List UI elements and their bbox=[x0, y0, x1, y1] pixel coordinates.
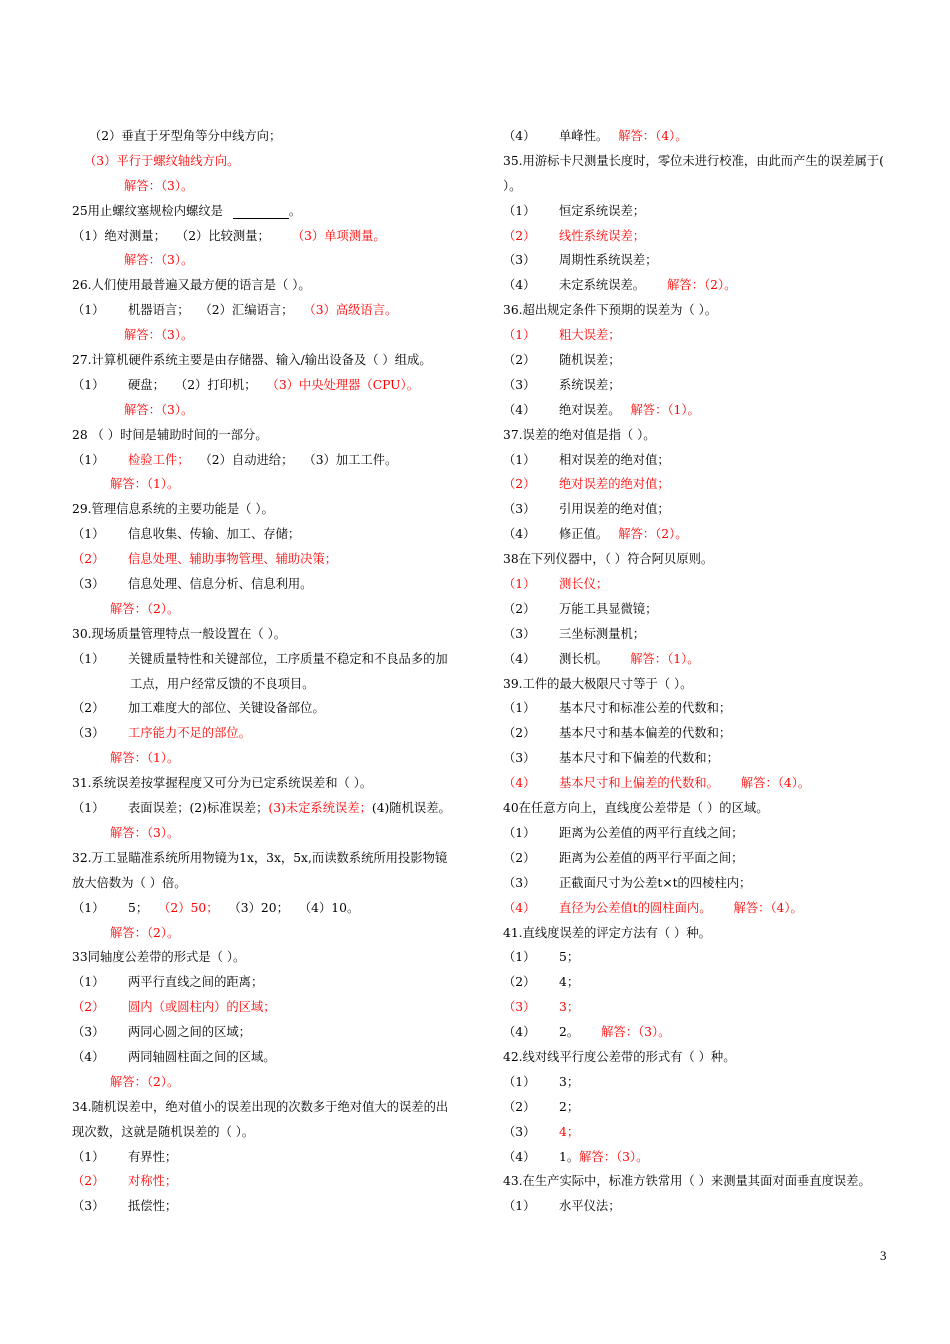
option-row: （1） 恒定系统误差； bbox=[503, 203, 646, 218]
answer-option: （1） 粗大误差； bbox=[503, 328, 621, 343]
option-row: （1） 有界性； bbox=[72, 1149, 178, 1164]
option-row: （3） 基本尺寸和下偏差的代数和； bbox=[503, 751, 719, 766]
options-row: （1） 检验工件； （2）自动进给； （3）加工工件。 bbox=[72, 452, 398, 467]
option-row: （1） 相对误差的绝对值； bbox=[503, 452, 670, 467]
question-28: 28 （ ）时间是辅助时间的一部分。 bbox=[72, 427, 268, 442]
answer-text: 解答：（3）。 bbox=[124, 178, 194, 193]
answer-text: 解答：（3）。 bbox=[110, 825, 180, 840]
option-row: （2） 万能工具显微镜； bbox=[503, 601, 658, 616]
option-row: （2） 随机误差； bbox=[503, 353, 621, 368]
answer-option: （2） 圆内（或圆柱内）的区域； bbox=[72, 1000, 276, 1015]
option-row: （4） 1。 解答：（3）。 bbox=[503, 1149, 649, 1164]
option-row: （3） 两同心圆之间的区域； bbox=[72, 1025, 251, 1040]
option-row: （4） 绝对误差。 解答：（1）。 bbox=[503, 402, 700, 417]
option-row: （2） 加工难度大的部位、关键设备部位。 bbox=[72, 701, 325, 716]
question-31: 31.系统误差按掌握程度又可分为已定系统误差和（ ）。 bbox=[72, 776, 373, 791]
option-row: （1） 5； bbox=[503, 950, 580, 965]
question-32: 32.万工显瞄准系统所用物镜为1x，3x，5x,而读数系统所用投影物镜 bbox=[72, 850, 448, 865]
blank-line bbox=[233, 204, 289, 219]
option-row: （3） 正截面尺寸为公差t×t的四棱柱内； bbox=[503, 875, 752, 890]
question-26: 26.人们使用最普遍又最方便的语言是（ ）。 bbox=[72, 278, 311, 293]
question-40: 40在任意方向上，直线度公差带是（ ）的区域。 bbox=[503, 801, 769, 816]
options-row: （1）绝对测量； （2）比较测量； （3）单项测量。 bbox=[72, 228, 386, 243]
options-row: （1） 表面误差；(2)标准误差； (3)未定系统误差； (4)随机误差。 bbox=[72, 801, 451, 816]
option-row: （3） 工序能力不足的部位。 bbox=[72, 726, 251, 741]
question-25: 25用止螺纹塞规检内螺纹是 。 bbox=[72, 203, 302, 218]
option-row: （2） 距离为公差值的两平行平面之间； bbox=[503, 850, 744, 865]
question-37: 37.误差的绝对值是指（ ）。 bbox=[503, 427, 656, 442]
answer-text: 解答：（2）。 bbox=[110, 1074, 180, 1089]
option-continued: 工点，用户经常反馈的不良项目。 bbox=[130, 676, 315, 691]
option-row: （4） 修正值。 解答：（2）。 bbox=[503, 527, 688, 542]
answer-option: （2） 绝对误差的绝对值； bbox=[503, 477, 670, 492]
option-row: （1） 两平行直线之间的距离； bbox=[72, 975, 264, 990]
option-row: （3） 引用误差的绝对值； bbox=[503, 502, 670, 517]
answer-text: 解答：（2）。 bbox=[110, 601, 180, 616]
answer-option: （1） 测长仪； bbox=[503, 577, 609, 592]
left-column bbox=[72, 124, 467, 1219]
option-row: （1） 信息收集、传输、加工、存储； bbox=[72, 527, 301, 542]
question-27: 27.计算机硬件系统主要是由存储器、输入/输出设备及（ ）组成。 bbox=[72, 353, 432, 368]
answer-option: （4） 基本尺寸和上偏差的代数和。 解答：（4）。 bbox=[503, 776, 811, 791]
option-row: （1） 关键质量特性和关键部位，工序质量不稳定和不良品多的加 bbox=[72, 651, 448, 666]
option-row: （2） 4； bbox=[503, 975, 580, 990]
options-row: （1） 机器语言； （2）汇编语言； （3）高级语言。 bbox=[72, 303, 398, 318]
answer-text: 解答：（2）。 bbox=[110, 925, 180, 940]
question-42: 42.线对线平行度公差带的形式有（ ）种。 bbox=[503, 1049, 736, 1064]
answer-option: （3） 3； bbox=[503, 1000, 580, 1015]
option-row: （2） 基本尺寸和基本偏差的代数和； bbox=[503, 726, 732, 741]
options-row: （1） 5； （2）50； （3）20； （4）10。 bbox=[72, 900, 360, 915]
option-row: （1） 3； bbox=[503, 1074, 580, 1089]
option-row: （3） 抵偿性； bbox=[72, 1199, 178, 1214]
question-39: 39.工件的最大极限尺寸等于（ ）。 bbox=[503, 676, 693, 691]
question-30: 30.现场质量管理特点一般设置在（ ）。 bbox=[72, 626, 287, 641]
option-row: （3） 系统误差； bbox=[503, 377, 621, 392]
question-32-continued: 放大倍数为（ ）倍。 bbox=[72, 875, 187, 890]
option-row: （4） 测长机。 解答：（1）。 bbox=[503, 651, 700, 666]
question-35-continued: ）。 bbox=[503, 178, 522, 193]
answer-option: （2） 对称性； bbox=[72, 1174, 178, 1189]
question-29: 29.管理信息系统的主要功能是（ ）。 bbox=[72, 502, 274, 517]
question-34: 34.随机误差中，绝对值小的误差出现的次数多于绝对值大的误差的出 bbox=[72, 1099, 449, 1114]
question-36: 36.超出规定条件下预期的误差为（ ）。 bbox=[503, 303, 718, 318]
question-35: 35.用游标卡尺测量长度时，零位未进行校准，由此而产生的误差属于( bbox=[503, 153, 884, 168]
answer-text: 解答：（3）。 bbox=[124, 328, 194, 343]
question-33: 33同轴度公差带的形式是（ ）。 bbox=[72, 950, 246, 965]
answer-text: 解答：（3）。 bbox=[124, 402, 194, 417]
option-row: （3） 4； bbox=[503, 1124, 580, 1139]
answer-option: （2） 线性系统误差； bbox=[503, 228, 646, 243]
option-row: （3） 信息处理、信息分析、信息利用。 bbox=[72, 577, 313, 592]
question-38: 38在下列仪器中，（ ）符合阿贝原则。 bbox=[503, 552, 714, 567]
answer-option: （2） 信息处理、辅助事物管理、辅助决策； bbox=[72, 552, 338, 567]
option-row: （4） 未定系统误差。 解答：（2）。 bbox=[503, 278, 737, 293]
option-row: （3） 周期性系统误差； bbox=[503, 253, 658, 268]
answer-text: 解答：（1）。 bbox=[110, 477, 180, 492]
option-row: （4） 2。 解答：（3）。 bbox=[503, 1025, 671, 1040]
question-43: 43.在生产实际中，标准方铁常用（ ）来测量其面对面垂直度误差。 bbox=[503, 1174, 871, 1189]
option-row: （3） 三坐标测量机； bbox=[503, 626, 646, 641]
option-row: （1） 基本尺寸和标准公差的代数和； bbox=[503, 701, 732, 716]
answer-option: （3）平行于螺纹轴线方向。 bbox=[84, 153, 240, 168]
option-row: （4） 两同轴圆柱面之间的区域。 bbox=[72, 1049, 276, 1064]
page-number: 3 bbox=[880, 1248, 887, 1263]
option-row: （1） 水平仪法； bbox=[503, 1199, 621, 1214]
question-34-continued: 现次数，这就是随机误差的（ ）。 bbox=[72, 1124, 255, 1139]
answer-text: 解答：（1）。 bbox=[110, 751, 180, 766]
answer-text: 解答：（3）。 bbox=[124, 253, 194, 268]
right-column bbox=[503, 124, 903, 1219]
option-row: （1） 距离为公差值的两平行直线之间； bbox=[503, 825, 744, 840]
option-row: （2） 2； bbox=[503, 1099, 580, 1114]
question-41: 41.直线度误差的评定方法有（ ）种。 bbox=[503, 925, 711, 940]
options-row: （1） 硬盘； （2）打印机； （3）中央处理器（CPU）。 bbox=[72, 377, 419, 392]
option-text: （2）垂直于牙型角等分中线方向； bbox=[89, 129, 282, 143]
answer-option: （4） 直径为公差值t的圆柱面内。 解答：（4）。 bbox=[503, 900, 803, 915]
option-row: （4） 单峰性。 解答：（4）。 bbox=[503, 129, 688, 143]
